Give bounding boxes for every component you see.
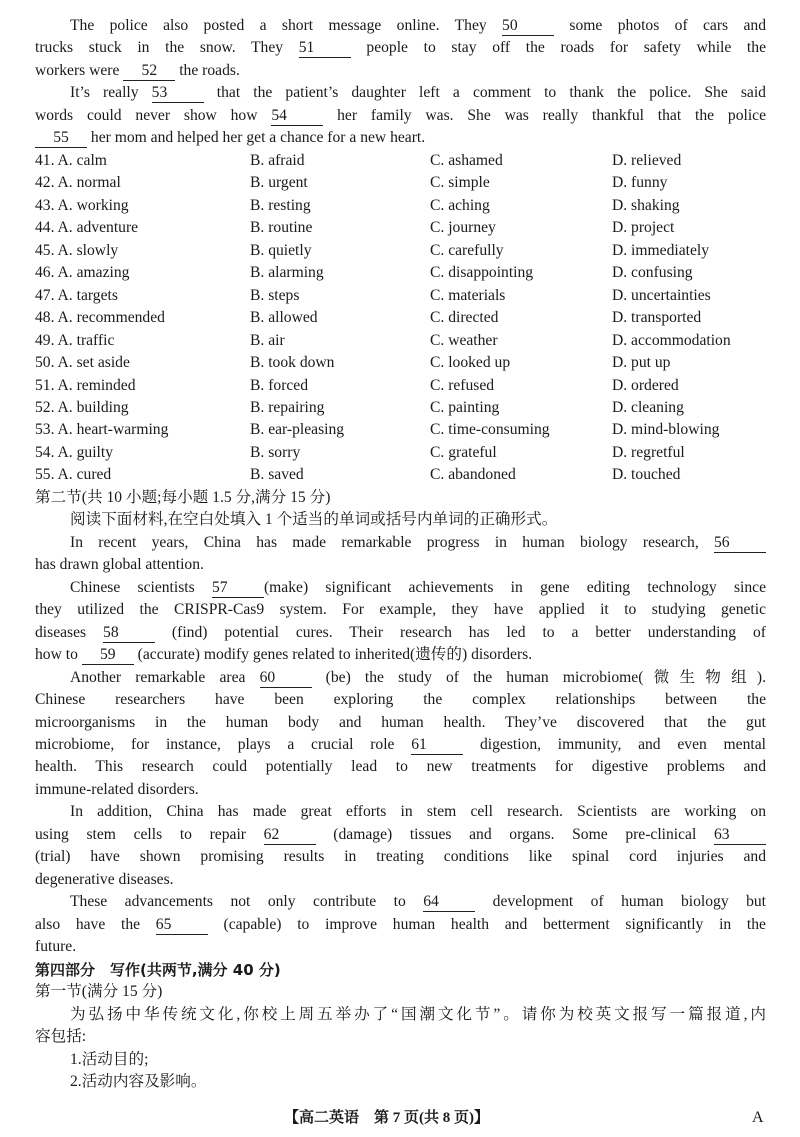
text-line bbox=[35, 689, 766, 711]
option-text: A. set aside bbox=[57, 354, 130, 372]
text-line bbox=[35, 532, 766, 554]
text-segment: the roads. bbox=[175, 61, 240, 79]
option-c bbox=[430, 285, 612, 307]
option-text: B. steps bbox=[250, 286, 300, 304]
answer-blank: 51 bbox=[299, 39, 351, 58]
option-b bbox=[250, 397, 430, 419]
answer-blank: 60 bbox=[260, 669, 312, 688]
option-text: D. confusing bbox=[612, 264, 693, 282]
option-text: B. saved bbox=[250, 466, 304, 484]
text-line bbox=[35, 127, 766, 149]
option-a bbox=[35, 172, 250, 194]
option-text: B. ear-pleasing bbox=[250, 421, 345, 439]
option-text: C. refused bbox=[430, 376, 495, 394]
text-line bbox=[35, 869, 766, 891]
option-b bbox=[250, 307, 430, 329]
text-line bbox=[35, 644, 766, 666]
option-text: D. relieved bbox=[612, 151, 682, 169]
option-d bbox=[612, 285, 766, 307]
question-number: 44. bbox=[35, 219, 55, 237]
option-b bbox=[250, 240, 430, 262]
option-text: B. alarming bbox=[250, 264, 324, 282]
option-b bbox=[250, 217, 430, 239]
option-text: D. regretful bbox=[612, 443, 685, 461]
option-b bbox=[250, 262, 430, 284]
option-b bbox=[250, 419, 430, 441]
option-text: B. sorry bbox=[250, 443, 301, 461]
option-b bbox=[250, 464, 430, 486]
option-a bbox=[35, 330, 250, 352]
answer-blank: 62 bbox=[264, 826, 316, 845]
option-text: C. time-consuming bbox=[430, 421, 550, 439]
text-segment: using stem cells to repair bbox=[35, 825, 264, 843]
text-segment: In recent years, China has made remarkable progress in human biology research, bbox=[70, 533, 714, 551]
option-d bbox=[612, 464, 766, 486]
text-line bbox=[35, 599, 766, 621]
text-line bbox=[35, 712, 766, 734]
option-text: B. resting bbox=[250, 196, 311, 214]
answer-blank: 56 bbox=[714, 534, 766, 553]
text-segment: her family was. She was really thankful that the police bbox=[323, 106, 766, 124]
text-segment: microbiome, for instance, plays a crucial role bbox=[35, 736, 412, 753]
text-segment: some photos of cars and bbox=[554, 17, 766, 34]
text-segment: 为弘扬中华传统文化,你校上周五举办了“国潮文化节”。请你为校英文报写一篇报道,内 bbox=[70, 1005, 766, 1023]
option-b bbox=[250, 352, 430, 374]
text-line bbox=[35, 15, 766, 37]
text-segment: has drawn global attention. bbox=[35, 556, 204, 574]
option-d bbox=[612, 397, 766, 419]
question-number: 41. bbox=[35, 151, 55, 169]
option-text: B. air bbox=[250, 331, 285, 349]
option-d bbox=[612, 262, 766, 284]
option-b bbox=[250, 285, 430, 307]
question-number: 46. bbox=[35, 264, 55, 282]
option-a bbox=[35, 285, 250, 307]
option-c bbox=[430, 375, 612, 397]
answer-blank: 63 bbox=[714, 826, 766, 845]
option-d bbox=[612, 307, 766, 329]
text-line bbox=[35, 846, 766, 868]
option-d bbox=[612, 195, 766, 217]
option-text: D. mind-blowing bbox=[612, 421, 720, 439]
text-segment: 第二节(共 10 小题;每小题 1.5 分,满分 15 分) bbox=[35, 488, 331, 506]
option-text: D. touched bbox=[612, 466, 681, 484]
option-text: B. took down bbox=[250, 354, 335, 372]
text-segment: that the patient’s daughter left a comment to thank the police. She said bbox=[203, 84, 766, 102]
text-segment: (trial) have shown promising results in treating conditions like spinal cord injuries and bbox=[35, 848, 766, 866]
option-text: B. allowed bbox=[250, 309, 318, 327]
text-line bbox=[35, 734, 766, 756]
question-number: 48. bbox=[35, 309, 55, 327]
text-segment: 第一节(满分 15 分) bbox=[35, 983, 163, 1001]
question-number: 52. bbox=[35, 398, 55, 416]
text-segment: Another remarkable area bbox=[70, 668, 260, 686]
text-line bbox=[35, 82, 766, 104]
option-text: C. abandoned bbox=[430, 466, 516, 484]
option-a bbox=[35, 375, 250, 397]
text-segment: 1.活动目的; bbox=[70, 1050, 149, 1068]
text-line bbox=[35, 105, 766, 127]
text-line bbox=[35, 509, 766, 531]
option-c bbox=[430, 240, 612, 262]
option-a bbox=[35, 397, 250, 419]
option-b bbox=[250, 172, 430, 194]
option-text: D. cleaning bbox=[612, 398, 684, 416]
answer-blank: 54 bbox=[271, 107, 323, 126]
text-line bbox=[35, 981, 766, 1003]
option-text: A. traffic bbox=[57, 331, 115, 349]
option-d bbox=[612, 419, 766, 441]
text-segment: how to bbox=[35, 646, 82, 664]
text-segment: The police also posted a short message online. They bbox=[70, 17, 503, 34]
answer-blank: 61 bbox=[411, 736, 463, 755]
text-segment: also have the bbox=[35, 915, 156, 933]
option-text: C. ashamed bbox=[430, 151, 503, 169]
answer-blank: 55 bbox=[35, 129, 87, 148]
answer-blank: 50 bbox=[502, 17, 554, 36]
text-line bbox=[35, 554, 766, 576]
option-text: A. building bbox=[57, 398, 129, 416]
question-number: 42. bbox=[35, 174, 55, 192]
option-text: D. immediately bbox=[612, 241, 710, 259]
option-d bbox=[612, 375, 766, 397]
option-text: A. working bbox=[57, 196, 129, 214]
text-segment: people to stay off the roads for safety while the bbox=[350, 39, 766, 57]
text-segment: In addition, China has made great efforts in stem cell research. Scientists are working on bbox=[70, 803, 766, 821]
option-c bbox=[430, 464, 612, 486]
option-a bbox=[35, 352, 250, 374]
text-segment: diseases bbox=[35, 623, 104, 641]
text-line bbox=[35, 37, 766, 59]
option-text: A. normal bbox=[57, 174, 121, 192]
option-c bbox=[430, 217, 612, 239]
paper-version: A bbox=[752, 1109, 764, 1126]
option-c bbox=[430, 262, 612, 284]
text-segment: health. This research could potentially lead to new treatments for digestive problems and bbox=[35, 758, 766, 776]
option-d bbox=[612, 172, 766, 194]
option-c bbox=[430, 195, 612, 217]
text-segment: microorganisms in the human body and human health. They’ve discovered that the gut bbox=[35, 713, 766, 731]
option-a bbox=[35, 195, 250, 217]
text-segment: 第四部分 写作(共两节,满分 40 分) bbox=[35, 960, 281, 979]
option-c bbox=[430, 150, 612, 172]
option-text: A. heart-warming bbox=[57, 421, 169, 439]
question-number: 47. bbox=[35, 286, 55, 304]
option-text: C. aching bbox=[430, 196, 490, 214]
option-a bbox=[35, 262, 250, 284]
question-number: 51. bbox=[35, 376, 55, 394]
text-segment: (accurate) modify genes related to inherited(遗传的) disorders. bbox=[133, 646, 533, 664]
text-segment: (find) potential cures. Their research has led to a better understanding of bbox=[155, 623, 766, 641]
text-segment: 2.活动内容及影响。 bbox=[70, 1073, 207, 1091]
option-text: D. ordered bbox=[612, 376, 679, 394]
text-segment: workers were bbox=[35, 61, 124, 79]
footer-page-info: 【高二英语 第 7 页(共 8 页)】 bbox=[284, 1110, 489, 1126]
option-d bbox=[612, 442, 766, 464]
text-line bbox=[35, 801, 766, 823]
option-text: D. uncertainties bbox=[612, 286, 711, 304]
option-text: C. journey bbox=[430, 219, 496, 237]
option-a bbox=[35, 307, 250, 329]
text-line bbox=[35, 1004, 766, 1026]
option-text: B. routine bbox=[250, 219, 313, 237]
option-c bbox=[430, 352, 612, 374]
option-a bbox=[35, 240, 250, 262]
option-text: C. looked up bbox=[430, 354, 511, 372]
option-d bbox=[612, 240, 766, 262]
option-text: A. targets bbox=[57, 286, 118, 304]
answer-blank: 65 bbox=[156, 916, 208, 935]
text-segment: It’s really bbox=[70, 84, 152, 102]
exam-page bbox=[35, 15, 766, 1094]
text-line bbox=[35, 1071, 766, 1093]
text-segment: degenerative diseases. bbox=[35, 870, 174, 888]
page-footer bbox=[0, 1107, 800, 1129]
option-text: C. carefully bbox=[430, 241, 504, 259]
option-b bbox=[250, 195, 430, 217]
answer-blank: 64 bbox=[423, 893, 475, 912]
option-text: D. shaking bbox=[612, 196, 680, 214]
answer-blank: 52 bbox=[123, 62, 175, 81]
option-a bbox=[35, 217, 250, 239]
section-heading bbox=[35, 959, 766, 981]
text-segment: These advancements not only contribute to bbox=[70, 893, 424, 911]
option-b bbox=[250, 442, 430, 464]
text-line bbox=[35, 1049, 766, 1071]
grammar-fill-and-writing-section bbox=[35, 487, 766, 1094]
text-line bbox=[35, 936, 766, 958]
option-b bbox=[250, 375, 430, 397]
option-d bbox=[612, 150, 766, 172]
text-line bbox=[35, 891, 766, 913]
option-text: B. urgent bbox=[250, 174, 308, 192]
text-segment: her mom and helped her get a chance for a new heart. bbox=[87, 129, 426, 147]
text-segment: digestion, immunity, and even mental bbox=[463, 736, 766, 753]
text-segment: trucks stuck in the snow. They bbox=[35, 39, 299, 57]
option-text: C. weather bbox=[430, 331, 498, 349]
option-text: C. directed bbox=[430, 309, 499, 327]
text-segment: (make) significant achievements in gene editing technology since bbox=[263, 578, 766, 596]
cloze-options bbox=[35, 150, 766, 487]
text-line bbox=[35, 487, 766, 509]
option-text: D. project bbox=[612, 219, 675, 237]
question-number: 50. bbox=[35, 354, 55, 372]
option-c bbox=[430, 397, 612, 419]
text-segment: 阅读下面材料,在空白处填入 1 个适当的单词或括号内单词的正确形式。 bbox=[70, 511, 558, 529]
option-text: A. reminded bbox=[57, 376, 136, 394]
option-text: B. repairing bbox=[250, 398, 325, 416]
option-text: D. accommodation bbox=[612, 331, 731, 349]
question-number: 54. bbox=[35, 443, 55, 461]
option-text: A. slowly bbox=[57, 241, 119, 259]
text-line bbox=[35, 756, 766, 778]
option-text: B. forced bbox=[250, 376, 309, 394]
text-segment: (be) the study of the human microbiome(微生物组). bbox=[311, 668, 766, 686]
option-text: C. simple bbox=[430, 174, 490, 192]
answer-blank: 57 bbox=[212, 579, 264, 598]
text-line bbox=[35, 824, 766, 846]
text-line bbox=[35, 667, 766, 689]
option-text: C. materials bbox=[430, 286, 506, 304]
option-text: A. adventure bbox=[57, 219, 139, 237]
option-text: C. disappointing bbox=[430, 264, 534, 282]
text-segment: words could never show how bbox=[35, 106, 272, 124]
text-line bbox=[35, 577, 766, 599]
option-text: D. funny bbox=[612, 174, 668, 192]
option-text: A. guilty bbox=[57, 443, 113, 461]
option-text: A. calm bbox=[57, 151, 107, 169]
question-number: 55. bbox=[35, 466, 55, 484]
option-c bbox=[430, 307, 612, 329]
text-line bbox=[35, 60, 766, 82]
option-text: A. amazing bbox=[57, 264, 130, 282]
option-a bbox=[35, 442, 250, 464]
option-d bbox=[612, 217, 766, 239]
option-a bbox=[35, 464, 250, 486]
question-number: 43. bbox=[35, 196, 55, 214]
text-segment: future. bbox=[35, 938, 77, 956]
text-segment: development of human biology but bbox=[475, 893, 767, 911]
text-segment: Chinese researchers have been exploring the complex relationships between the bbox=[35, 691, 766, 709]
option-a bbox=[35, 419, 250, 441]
answer-blank: 58 bbox=[103, 624, 155, 643]
text-segment: (damage) tissues and organs. Some pre-clinical bbox=[315, 825, 714, 843]
text-line bbox=[35, 1026, 766, 1048]
option-c bbox=[430, 172, 612, 194]
option-b bbox=[250, 150, 430, 172]
option-text: C. grateful bbox=[430, 443, 497, 461]
cloze-passage bbox=[35, 15, 766, 150]
question-number: 49. bbox=[35, 331, 55, 349]
text-segment: 容包括: bbox=[35, 1028, 87, 1046]
option-text: D. put up bbox=[612, 354, 671, 372]
option-c bbox=[430, 419, 612, 441]
text-line bbox=[35, 622, 766, 644]
option-text: B. quietly bbox=[250, 241, 312, 259]
option-d bbox=[612, 330, 766, 352]
option-c bbox=[430, 442, 612, 464]
text-segment: (capable) to improve human health and betterment significantly in the bbox=[207, 915, 766, 933]
question-number: 53. bbox=[35, 421, 55, 439]
question-number: 45. bbox=[35, 241, 55, 259]
option-b bbox=[250, 330, 430, 352]
answer-blank: 53 bbox=[152, 84, 204, 103]
answer-blank: 59 bbox=[82, 646, 134, 665]
option-text: A. cured bbox=[57, 466, 112, 484]
option-d bbox=[612, 352, 766, 374]
option-text: A. recommended bbox=[57, 309, 165, 327]
text-line bbox=[35, 914, 766, 936]
text-segment: they utilized the CRISPR-Cas9 system. For example, they have applied it to studying genetic bbox=[35, 601, 766, 619]
text-segment: Chinese scientists bbox=[70, 578, 212, 596]
option-a bbox=[35, 150, 250, 172]
option-c bbox=[430, 330, 612, 352]
text-segment: immune-related disorders. bbox=[35, 780, 199, 798]
text-line bbox=[35, 779, 766, 801]
option-text: D. transported bbox=[612, 309, 702, 327]
option-text: B. afraid bbox=[250, 151, 305, 169]
option-text: C. painting bbox=[430, 398, 500, 416]
